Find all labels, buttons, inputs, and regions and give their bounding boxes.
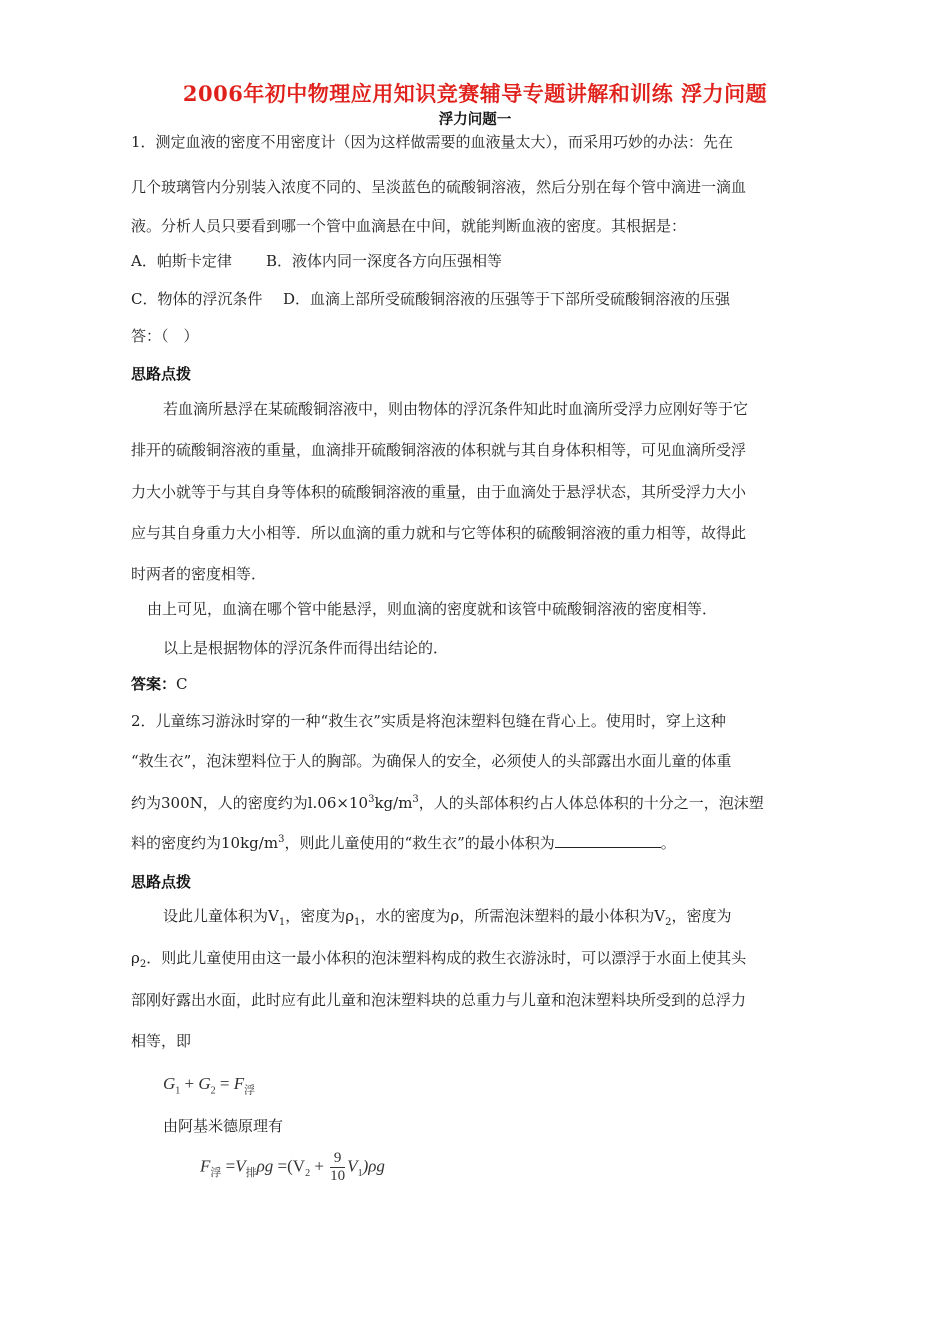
subscript: 1 <box>278 917 286 928</box>
subscript: 浮 <box>244 1084 256 1097</box>
q2-hint-text: ，密度为 <box>671 907 732 925</box>
section-subtitle: 浮力问题一 <box>438 111 512 128</box>
q2-text: kg/m <box>374 794 413 812</box>
subscript: 1 <box>357 1167 363 1179</box>
fraction-denominator: 10 <box>330 1168 346 1184</box>
q1-line-2: 几个玻璃管内分别装入浓度不同的、呈淡蓝色的硫酸铜溶液，然后分别在每个管中滴进一滴血 <box>131 178 747 196</box>
formula-symbol: G <box>163 1074 176 1093</box>
formula-group: =(V <box>277 1156 306 1176</box>
superscript: 3 <box>278 834 285 845</box>
q2-hint-text: ρ <box>131 949 140 967</box>
q1-hint-line-7: 以上是根据物体的浮沉条件而得出结论的． <box>163 639 449 657</box>
formula-operator: + <box>184 1074 195 1093</box>
q2-text: 料的密度约为10kg/m <box>131 834 279 852</box>
q1-hint-line-3: 力大小就等于与其自身等体积的硫酸铜溶液的重量，由于血滴处于悬浮状态，其所受浮力大小 <box>131 483 747 501</box>
q2-hint-line-3: 部刚好露出水面，此时应有此儿童和泡沫塑料块的总重力与儿童和泡沫塑料块所受到的总浮力 <box>131 991 747 1009</box>
q1-option-c: C．物体的浮沉条件 <box>131 290 263 308</box>
q2-hint-line-1 <box>163 905 731 928</box>
subscript: 2 <box>210 1085 216 1097</box>
subscript: 2 <box>665 917 672 928</box>
q1-hint-line-1: 若血滴所悬浮在某硫酸铜溶液中，则由物体的浮沉条件知此时血滴所受浮力应刚好等于它 <box>163 400 749 418</box>
subscript: 2 <box>305 1167 311 1179</box>
archimedes-text: 由阿基米德原理有 <box>163 1117 284 1135</box>
q2-text: 约为300N，人的密度约为l.06×10 <box>131 794 369 812</box>
subscript: 浮 <box>210 1166 222 1179</box>
q1-hint-line-6: 由上可见，血滴在哪个管中能悬浮，则血滴的密度就和该管中硫酸铜溶液的密度相等． <box>147 600 718 618</box>
subscript: 2 <box>139 959 147 970</box>
formula-weight-balance <box>163 1074 255 1097</box>
q1-option-d: D．血滴上部所受硫酸铜溶液的压强等于下部所受硫酸铜溶液的压强 <box>283 290 731 308</box>
superscript: 3 <box>412 794 419 805</box>
formula-operator: = <box>219 1074 230 1093</box>
q1-hint-line-5: 时两者的密度相等． <box>131 565 267 583</box>
answer-value: C <box>176 675 188 693</box>
formula-operator: + <box>314 1156 324 1176</box>
q2-line-2: “救生衣”，泡沫塑料位于人的胸部。为确保人的安全，必须使人的头部露出水面儿童的体重 <box>131 752 732 770</box>
q2-line-3 <box>131 792 764 813</box>
document-title: 2006年初中物理应用知识竞赛辅导专题讲解和训练 浮力问题 <box>182 81 768 106</box>
subscript: 1 <box>175 1085 181 1097</box>
q2-hint-heading: 思路点拨 <box>131 873 192 891</box>
q2-text: ，人的头部体积约占人体总体积的十分之一，泡沫塑 <box>418 794 764 812</box>
q1-line-1: 1．测定血液的密度不用密度计（因为这样做需要的血液量太大），而采用巧妙的办法：先在 <box>131 133 734 151</box>
q2-hint-text: ，密度为ρ <box>285 907 355 925</box>
formula-symbol: ρg <box>256 1156 274 1176</box>
q2-text: ，则此儿童使用的“救生衣”的最小体积为 <box>284 834 555 852</box>
q1-hint-line-2: 排开的硫酸铜溶液的重量，血滴排开硫酸铜溶液的体积就与其自身体积相等，可见血滴所受浮 <box>131 441 747 459</box>
q2-hint-text: ，水的密度为ρ，所需泡沫塑料的最小体积为V <box>360 907 666 925</box>
q2-line-4 <box>131 832 676 853</box>
formula-operator: = <box>225 1156 236 1176</box>
answer-label: 答案： <box>131 675 177 693</box>
q1-option-a: A．帕斯卡定律 <box>131 252 232 270</box>
formula-symbol: F <box>233 1074 245 1093</box>
q1-hint-line-4: 应与其自身重力大小相等．所以血滴的重力就和与它等体积的硫酸铜溶液的重力相等，故得此 <box>131 524 747 542</box>
fraction <box>330 1150 345 1185</box>
formula-symbol: V <box>235 1156 246 1176</box>
formula-symbol: F <box>200 1156 211 1176</box>
formula-symbol: V <box>347 1156 358 1176</box>
answer-blank[interactable] <box>555 833 661 848</box>
q2-hint-text: 设此儿童体积为V <box>163 907 279 925</box>
q2-hint-text: ．则此儿童使用由这一最小体积的泡沫塑料构成的救生衣游泳时，可以漂浮于水面上使其头 <box>146 949 747 967</box>
q1-option-b: B．液体内同一深度各方向压强相等 <box>266 252 503 270</box>
formula-symbol: G <box>198 1074 211 1093</box>
fraction-numerator: 9 <box>330 1150 345 1168</box>
formula-symbol: )ρg <box>362 1156 385 1176</box>
q1-answer <box>131 673 188 694</box>
q2-hint-line-2 <box>131 947 746 970</box>
q1-answer-prompt: 答：（ ） <box>131 327 199 345</box>
q2-line-1: 2．儿童练习游泳时穿的一种“救生衣”实质是将泡沫塑料包缝在背心上。使用时，穿上这种 <box>131 712 726 730</box>
q2-hint-line-4: 相等，即 <box>131 1032 192 1050</box>
subscript: 排 <box>245 1166 257 1179</box>
superscript: 3 <box>368 794 375 805</box>
q1-line-3: 液。分析人员只要看到哪一个管中血滴悬在中间，就能判断血液的密度。其根据是： <box>131 217 687 235</box>
formula-buoyancy <box>200 1150 385 1185</box>
q2-text: 。 <box>660 834 676 852</box>
q1-hint-heading: 思路点拨 <box>131 365 192 383</box>
subscript: 1 <box>354 917 361 928</box>
